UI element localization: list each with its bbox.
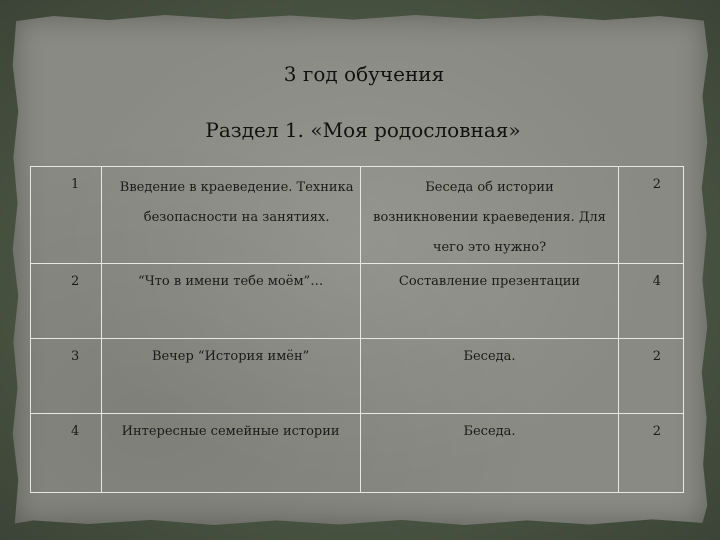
form-cell [360, 339, 619, 414]
hours-value: 2 [652, 177, 661, 192]
topic-text: Интересные семейные истории [121, 424, 340, 439]
row-number: 2 [71, 274, 80, 289]
topic-text: “Что в имени тебе моём”… [138, 274, 324, 289]
row-number: 3 [71, 349, 80, 364]
form-text: Беседа. [463, 349, 516, 364]
row-number-cell [31, 339, 102, 414]
hours-value: 4 [652, 274, 661, 289]
row-number-cell [31, 414, 102, 493]
topic-line: Введение в краеведение. Техника [119, 180, 354, 195]
form-text [361, 167, 619, 263]
hours-value: 2 [652, 349, 661, 364]
lesson-plan-table [30, 166, 684, 493]
hours-cell [619, 414, 684, 493]
row-number: 1 [71, 177, 80, 192]
hours-value: 2 [652, 424, 661, 439]
row-number-cell [31, 167, 102, 264]
row-number: 4 [71, 424, 80, 439]
form-line: возникновении краеведения. Для [373, 210, 606, 225]
row-number-cell [31, 264, 102, 339]
form-line: Беседа об истории [425, 180, 554, 195]
topic-cell [101, 414, 360, 493]
table-row [31, 414, 684, 493]
hours-cell [619, 264, 684, 339]
year-title: 3 год обучения [283, 62, 445, 86]
form-cell [360, 264, 619, 339]
table-row [31, 167, 684, 264]
form-cell [360, 414, 619, 493]
form-text: Составление презентации [398, 274, 581, 289]
topic-text: Вечер “История имён” [151, 349, 310, 364]
form-text: Беседа. [463, 424, 516, 439]
table-row [31, 339, 684, 414]
topic-line: безопасности на занятиях. [143, 210, 330, 225]
table-row [31, 264, 684, 339]
topic-cell [101, 264, 360, 339]
hours-cell [619, 339, 684, 414]
topic-cell [101, 339, 360, 414]
section-title: Раздел 1. «Моя родословная» [205, 118, 521, 142]
form-cell [360, 167, 619, 264]
form-line: чего это нужно? [432, 240, 547, 255]
topic-text [102, 167, 360, 233]
topic-cell [101, 167, 360, 264]
hours-cell [619, 167, 684, 264]
